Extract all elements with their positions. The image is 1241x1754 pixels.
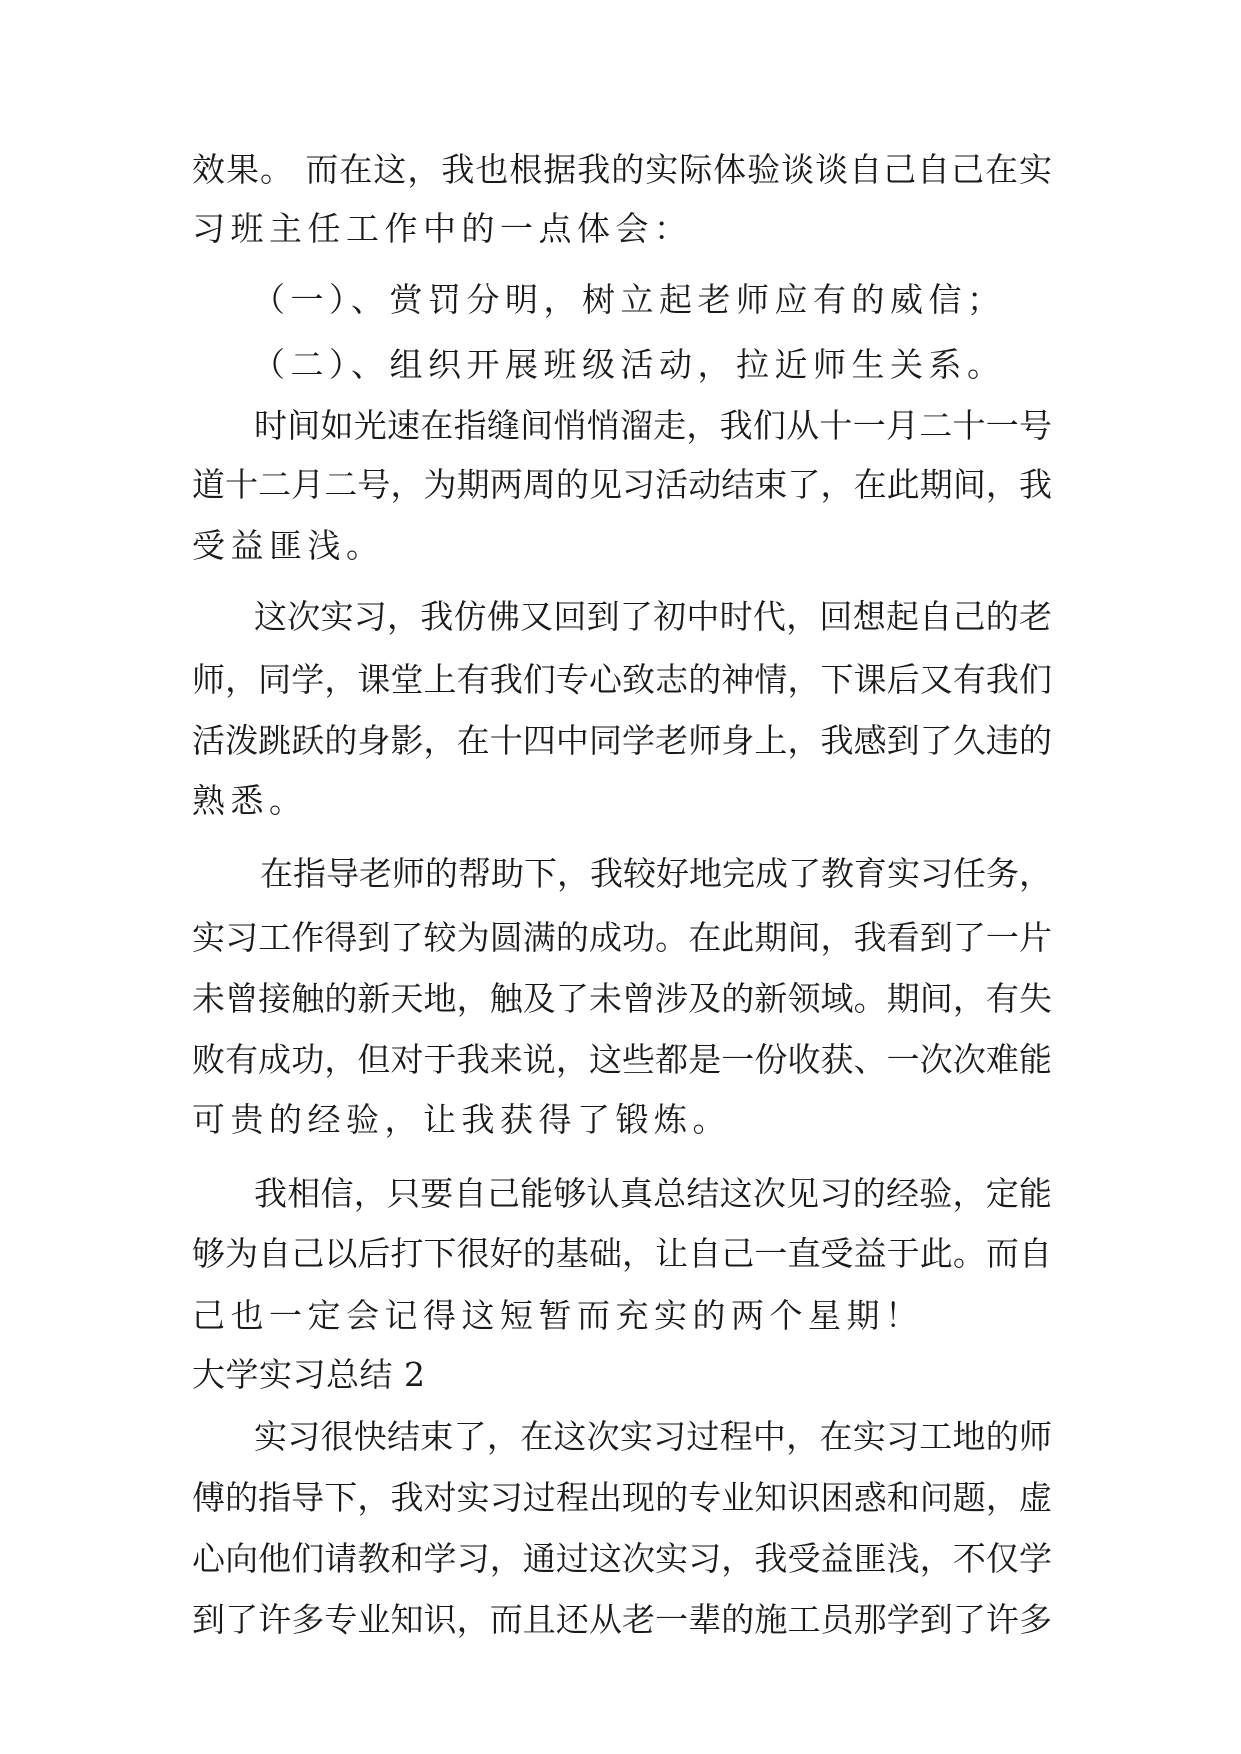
body-text-line: 心向他们请教和学习，通过这次实习，我受益匪浅，不仅学 (192, 1539, 1052, 1578)
body-text-line: 未曾接触的新天地，触及了未曾涉及的新领域。期间，有失 (192, 979, 1052, 1018)
body-text-line: 活泼跳跃的身影，在十四中同学老师身上，我感到了久违的 (192, 721, 1052, 760)
paragraph-first-line: 我相信，只要自己能够认真总结这次见习的经验，定能 (254, 1174, 1052, 1213)
body-text-line: 够为自己以后打下很好的基础，让自己一直受益于此。而自 (192, 1234, 1052, 1273)
paragraph-first-line: 时间如光速在指缝间悄悄溜走，我们从十一月二十一号 (254, 406, 1052, 445)
list-item-line: （一）、赏罚分明，树立起老师应有的威信； (252, 280, 1006, 319)
body-text-line: 可贵的经验，让我获得了锻炼。 (192, 1100, 731, 1139)
paragraph-first-line: 实习很快结束了，在这次实习过程中，在实习工地的师 (254, 1417, 1052, 1456)
body-text-line: 效果。 而在这，我也根据我的实际体验谈谈自己自己在实 (192, 150, 1052, 189)
body-text-line: 傅的指导下，我对实习过程出现的专业知识困惑和问题，虚 (192, 1478, 1052, 1517)
body-text-line: 习班主任工作中的一点体会： (192, 209, 693, 248)
body-text-line: 师，同学，课堂上有我们专心致志的神情，下课后又有我们 (192, 660, 1052, 699)
paragraph-first-line: 在指导老师的帮助下，我较好地完成了教育实习任务， (260, 854, 1052, 893)
body-text-line: 到了许多专业知识，而且还从老一辈的施工员那学到了许多 (192, 1600, 1052, 1639)
body-text-line: 实习工作得到了较为圆满的成功。在此期间，我看到了一片 (192, 918, 1052, 957)
body-text-line: 败有成功，但对于我来说，这些都是一份收获、一次次难能 (192, 1040, 1052, 1079)
body-text-line: 熟悉。 (192, 781, 308, 820)
list-item-line: （二）、组织开展班级活动，拉近师生关系。 (252, 345, 1006, 384)
body-text-line: 道十二月二号，为期两周的见习活动结束了，在此期间，我 (192, 465, 1052, 504)
body-text-line: 己也一定会记得这短暂而充实的两个星期！ (192, 1296, 924, 1335)
section-heading: 大学实习总结 2 (192, 1355, 426, 1394)
body-text-line: 受益匪浅。 (192, 526, 385, 565)
paragraph-first-line: 这次实习，我仿佛又回到了初中时代，回想起自己的老 (254, 597, 1052, 636)
